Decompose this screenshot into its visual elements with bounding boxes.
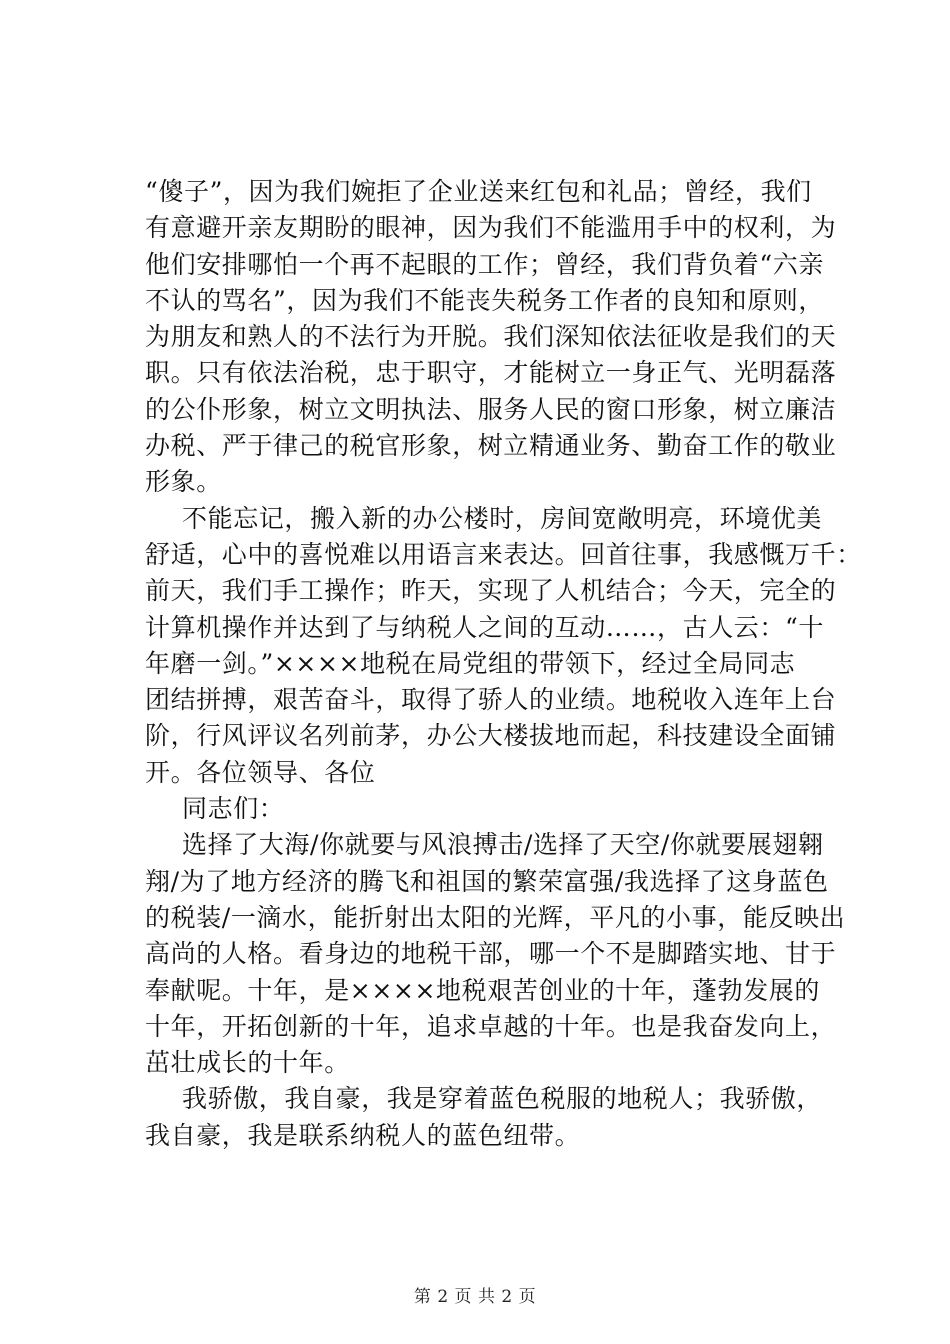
page-number-footer: 第 2 页 共 2 页 — [413, 1287, 537, 1307]
paragraph-first-line: 我骄傲，我自豪，我是穿着蓝色税服的地税人；我骄傲， — [182, 1084, 823, 1114]
paragraph-first-line: 不能忘记，搬入新的办公楼时，房间宽敞明亮，环境优美 — [182, 503, 823, 533]
text-line: 开。各位领导、各位 — [145, 757, 376, 787]
text-line: 高尚的人格。看身边的地税干部，哪一个不是脚踏实地、甘于 — [145, 939, 837, 969]
text-line: 年磨一剑。”××××地税在局党组的带领下，经过全局同志 — [145, 648, 796, 678]
text-line: 他们安排哪怕一个再不起眼的工作；曾经，我们背负着“六亲 — [145, 249, 824, 279]
text-line: 有意避开亲友期盼的眼神，因为我们不能滥用手中的权利，为 — [145, 213, 837, 243]
text-line: 的公仆形象，树立文明执法、服务人民的窗口形象，树立廉洁 — [145, 394, 837, 424]
text-line: 茁壮成长的十年。 — [145, 1048, 350, 1078]
text-line: 阶，行风评议名列前茅，办公大楼拔地而起，科技建设全面铺 — [145, 721, 837, 751]
text-line: 不认的骂名”，因为我们不能丧失税务工作者的良知和原则， — [145, 285, 824, 315]
text-line: 职。只有依法治税，忠于职守，才能树立一身正气、光明磊落 — [145, 358, 837, 388]
text-line: 我自豪，我是联系纳税人的蓝色纽带。 — [145, 1120, 581, 1150]
text-line: 翔/为了地方经济的腾飞和祖国的繁荣富强/我选择了这身蓝色 — [145, 866, 829, 896]
text-line: 前天，我们手工操作；昨天，实现了人机结合；今天，完全的 — [145, 576, 837, 606]
paragraph-first-line: 选择了大海/你就要与风浪搏击/选择了天空/你就要展翅翱 — [182, 830, 824, 860]
text-line: 舒适，心中的喜悦难以用语言来表达。回首往事，我感慨万千： — [145, 539, 862, 569]
text-line: 奉献呢。十年，是××××地税艰苦创业的十年，蓬勃发展的 — [145, 975, 820, 1005]
text-line: 形象。 — [145, 467, 222, 497]
paragraph-first-line: 同志们： — [182, 794, 285, 824]
document-body — [145, 174, 862, 1154]
text-line: 十年，开拓创新的十年，追求卓越的十年。也是我奋发向上， — [145, 1011, 837, 1041]
text-line: 团结拼搏，艰苦奋斗，取得了骄人的业绩。地税收入连年上台 — [145, 685, 837, 715]
text-line: 办税、严于律己的税官形象，树立精通业务、勤奋工作的敬业 — [145, 431, 837, 461]
text-line: “傻子”，因为我们婉拒了企业送来红包和礼品；曾经，我们 — [145, 177, 812, 206]
text-line: 计算机操作并达到了与纳税人之间的互动……，古人云：“十 — [145, 612, 824, 642]
text-line: 的税装/一滴水，能折射出太阳的光辉，平凡的小事，能反映出 — [145, 902, 846, 932]
text-line: 为朋友和熟人的不法行为开脱。我们深知依法征收是我们的天 — [145, 322, 837, 352]
